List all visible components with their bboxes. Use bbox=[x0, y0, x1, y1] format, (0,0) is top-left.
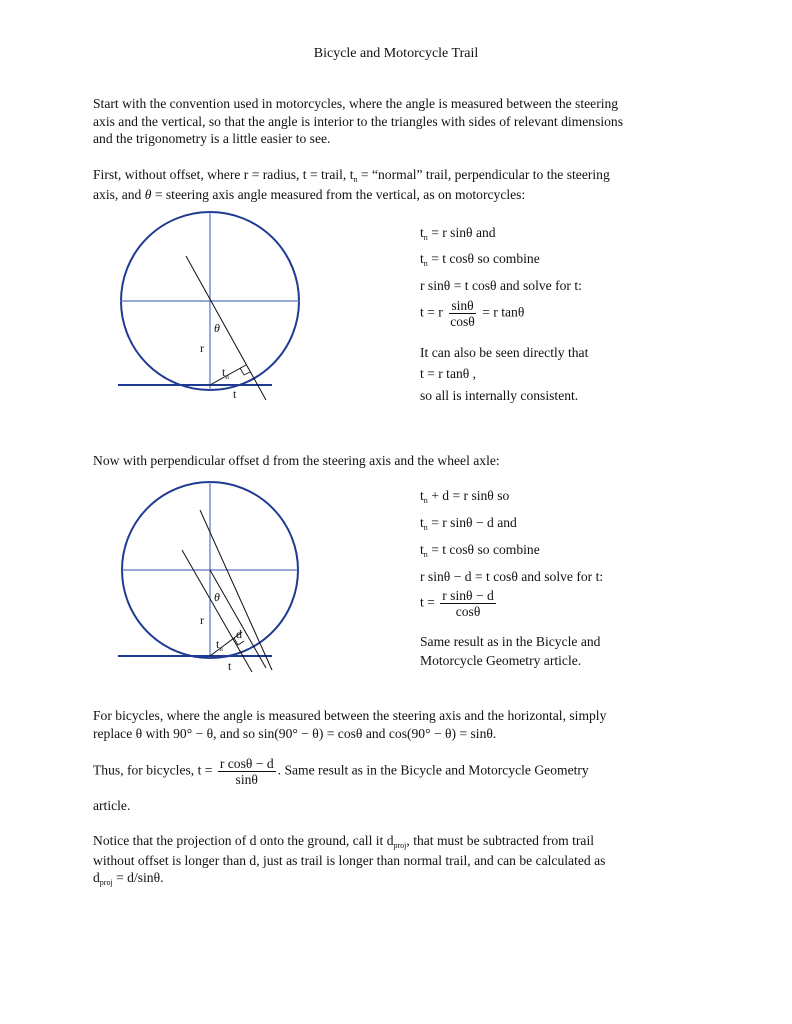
intro-line: and the trigonometry is a little easier to see. bbox=[93, 131, 331, 147]
eq2-line-7: Motorcycle Geometry article. bbox=[420, 653, 582, 668]
offset-axis-line bbox=[200, 510, 272, 670]
eq2-line-6: Same result as in the Bicycle and bbox=[420, 634, 601, 649]
notice-line-3: $d_{proj} = d/\sin\theta$. bbox=[93, 870, 164, 888]
trail-label: t bbox=[233, 387, 237, 401]
eq2-line-2: $t_n = r$ sinθ − d and bbox=[420, 515, 517, 532]
eq1-line-3: r sinθ = t cosθ and solve for t: bbox=[420, 278, 582, 293]
theta-label: θ bbox=[214, 590, 220, 604]
intro-line: axis and the vertical, so that the angle is interior to the triangles with sides of relevant dimensions bbox=[93, 113, 624, 129]
diagram-trail-no-offset bbox=[110, 212, 310, 412]
page-title: Bicycle and Motorcycle Trail bbox=[313, 46, 479, 61]
normal-trail-label: $t_n$ bbox=[222, 365, 229, 381]
offset-d-label: d bbox=[236, 627, 242, 641]
first-line-1: First, without offset, where r = radius, t = trail, $t_n$ = “normal” trail, perpendicular to the steering bbox=[93, 167, 610, 184]
eq1-line-6: t = r tanθ , bbox=[420, 366, 477, 381]
notice-line-2: without offset is longer than d, just as trail is longer than normal trail, and can be calculated as bbox=[93, 852, 606, 868]
second-line: Now with perpendicular offset d from the steering axis and the wheel axle: bbox=[93, 453, 500, 468]
bicycles-line-1: For bicycles, where the angle is measured between the steering axis and the horizontal, simply bbox=[93, 708, 607, 723]
radius-label: r bbox=[200, 613, 204, 627]
notice-paragraph bbox=[93, 832, 713, 889]
normal-trail-label: $t_n$ bbox=[216, 637, 223, 653]
eq1-line-7: so all is internally consistent. bbox=[420, 388, 579, 403]
theta-label: θ bbox=[214, 321, 220, 335]
bicycles-line-2: replace θ with 90° − θ, and so sin(90° − θ) = cosθ and cos(90° − θ) = sinθ. bbox=[93, 725, 497, 741]
radius-label: r bbox=[200, 341, 204, 355]
eq2-line-1: $t_n + d = r$ sinθ so bbox=[420, 488, 510, 505]
intro-paragraph bbox=[93, 95, 713, 148]
eq2-line-5: t = $\frac{\text{r sinθ − d}}{\cos\theta}$ bbox=[420, 588, 494, 619]
diagram-trail-with-offset bbox=[116, 480, 306, 680]
eq2-line-3: $t_n = t$ cosθ so combine bbox=[420, 542, 540, 559]
first-paragraph bbox=[93, 166, 713, 203]
thus-formula: Thus, for bicycles, t = $\frac{\text{r cosθ − d}}{\sin\theta}$ . Same result as in the Bicycle and Motorcycle Geometry bbox=[93, 756, 589, 787]
eq1-line-5: It can also be seen directly that bbox=[420, 345, 589, 360]
first-line-2: axis, and θ = steering axis angle measured from the vertical, as on motorcycles: bbox=[93, 186, 526, 202]
eq1-line-4: t = r $\frac{\sin\theta}{\cos\theta}$ = r tanθ bbox=[420, 298, 525, 329]
intro-line: Start with the convention used in motorcycles, where the angle is measured between the steering bbox=[93, 96, 619, 111]
second-paragraph bbox=[93, 452, 713, 470]
eq1-line-1: $t_n = r$ sinθ and bbox=[420, 225, 496, 242]
notice-line-1: Notice that the projection of d onto the ground, call it $d_{proj}$, that must be subtracted from trail bbox=[93, 833, 595, 850]
steering-axis-line bbox=[182, 550, 252, 672]
thus-line-2: article. bbox=[93, 798, 131, 813]
bicycles-paragraph bbox=[93, 707, 713, 742]
trail-label: t bbox=[228, 659, 232, 673]
eq1-line-2: $t_n = t$ cosθ so combine bbox=[420, 251, 540, 268]
eq2-line-4: r sinθ − d = t cosθ and solve for t: bbox=[420, 569, 604, 584]
